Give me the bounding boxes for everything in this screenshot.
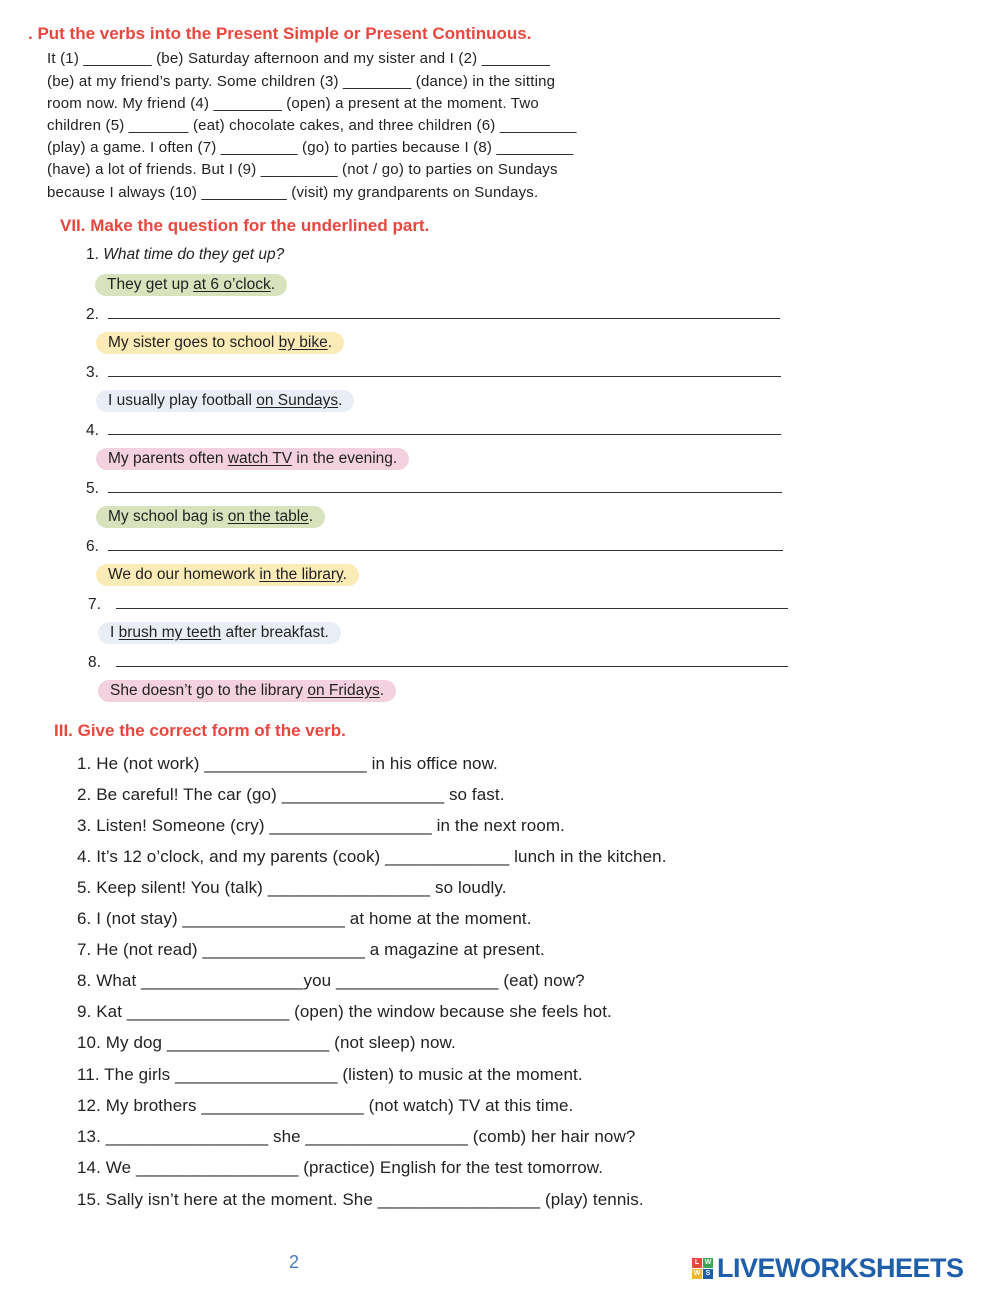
exercise-item: 15. Sally isn’t here at the moment. She _________________ (play) tennis. — [77, 1190, 644, 1209]
sentence-text: after breakfast. — [221, 624, 329, 641]
section3-title: III. Give the correct form of the verb. — [54, 721, 346, 740]
answer-sentence-3 — [96, 390, 354, 412]
exercise-item: 13. _________________ she _________________ (comb) her hair now? — [77, 1127, 636, 1146]
underlined-part: watch TV — [227, 450, 293, 467]
answer-sentence-1 — [95, 274, 287, 296]
underlined-part: on Fridays — [307, 682, 380, 699]
sentence-text: . — [379, 682, 385, 699]
underlined-part: at 6 o’clock — [193, 276, 271, 293]
question-number: 1. — [86, 246, 99, 263]
exercise-item: 1. He (not work) _________________ in his office now. — [77, 754, 498, 773]
exercise-item: 2. Be careful! The car (go) _________________ so fast. — [77, 785, 505, 804]
logo-letter: L — [692, 1258, 702, 1268]
exercise-item: 7. He (not read) _________________ a magazine at present. — [77, 940, 545, 959]
paragraph-line: It (1) ________ (be) Saturday afternoon and my sister and I (2) ________ — [47, 50, 551, 67]
exercise-item: 11. The girls _________________ (listen) to music at the moment. — [77, 1065, 583, 1084]
answer-line[interactable] — [108, 376, 781, 377]
exercise-item: 12. My brothers _________________ (not watch) TV at this time. — [77, 1096, 574, 1115]
sentence-text: . — [308, 508, 314, 525]
exercise-item: 8. What _________________you _________________ (eat) now? — [77, 971, 585, 990]
underlined-part: on Sundays — [256, 392, 339, 409]
exercise-item: 3. Listen! Someone (cry) _________________ in the next room. — [77, 816, 565, 835]
exercise-item: 4. It’s 12 o’clock, and my parents (cook) _____________ lunch in the kitchen. — [77, 847, 667, 866]
sentence-text: They get up — [107, 276, 194, 293]
page-number: 2 — [289, 1252, 300, 1272]
answer-sentence-5 — [96, 506, 325, 528]
question-number: 2. — [86, 306, 99, 323]
paragraph-line: (have) a lot of friends. But I (9) _________ (not / go) to parties on Sundays — [47, 161, 558, 178]
answer-line[interactable] — [116, 608, 788, 609]
sentence-text: We do our homework — [108, 566, 260, 583]
sentence-text: My school bag is — [108, 508, 228, 525]
answer-sentence-8 — [98, 680, 396, 702]
logo-text: LIVEWORKSHEETS — [717, 1253, 964, 1283]
answer-line[interactable] — [108, 434, 781, 435]
underlined-part: on the table — [227, 508, 309, 525]
question-number: 8. — [88, 654, 101, 671]
answer-sentence-6 — [96, 564, 359, 586]
paragraph-line: (play) a game. I often (7) _________ (go) to parties because I (8) _________ — [47, 139, 574, 156]
sentence-text: . — [270, 276, 276, 293]
question-text: What time do they get up? — [103, 246, 285, 263]
paragraph-line: because I always (10) __________ (visit) my grandparents on Sundays. — [47, 184, 539, 201]
underlined-part: brush my teeth — [118, 624, 222, 641]
exercise-item: 10. My dog _________________ (not sleep) now. — [77, 1033, 456, 1052]
logo-mark-icon — [692, 1258, 713, 1279]
paragraph-line: room now. My friend (4) ________ (open) a present at the moment. Two — [47, 95, 539, 112]
sentence-text: in the evening. — [292, 450, 398, 467]
exercise-item: 9. Kat _________________ (open) the window because she feels hot. — [77, 1002, 612, 1021]
sentence-text: . — [338, 392, 343, 409]
answer-sentence-4 — [96, 448, 409, 470]
sentence-text: My sister goes to school — [108, 334, 279, 351]
exercise-item: 6. I (not stay) _________________ at home at the moment. — [77, 909, 532, 928]
question-number: 4. — [86, 422, 99, 439]
question-1 — [86, 246, 284, 264]
section1-title: . Put the verbs into the Present Simple or Present Continuous. — [28, 24, 532, 43]
logo-letter: W — [704, 1259, 712, 1266]
answer-sentence-7 — [98, 622, 341, 644]
paragraph-line: children (5) _______ (eat) chocolate cakes, and three children (6) _________ — [47, 117, 577, 134]
answer-line[interactable] — [116, 666, 788, 667]
logo-letter: W — [693, 1270, 701, 1277]
sentence-text: My parents often — [108, 450, 228, 467]
underlined-part: by bike — [278, 334, 328, 351]
exercise-item: 5. Keep silent! You (talk) _________________ so loudly. — [77, 878, 507, 897]
question-number: 3. — [86, 364, 99, 381]
sentence-text: . — [342, 566, 347, 583]
paragraph-line: (be) at my friend’s party. Some children (3) ________ (dance) in the sitting — [47, 73, 556, 90]
answer-line[interactable] — [108, 318, 780, 319]
question-number: 6. — [86, 538, 99, 555]
sentence-text: I usually play football — [108, 392, 257, 409]
logo-letter: S — [703, 1269, 713, 1279]
answer-line[interactable] — [108, 550, 783, 551]
answer-line[interactable] — [108, 492, 782, 493]
sentence-text: She doesn’t go to the library — [110, 682, 308, 699]
sentence-text: I — [110, 624, 119, 641]
liveworksheets-logo[interactable] — [692, 1253, 964, 1284]
section2-title: VII. Make the question for the underlined part. — [60, 216, 430, 235]
sentence-text: . — [327, 334, 333, 351]
answer-sentence-2 — [96, 332, 344, 354]
question-number: 5. — [86, 480, 99, 497]
question-number: 7. — [88, 596, 101, 613]
exercise-item: 14. We _________________ (practice) English for the test tomorrow. — [77, 1158, 604, 1177]
underlined-part: in the library — [259, 566, 343, 583]
